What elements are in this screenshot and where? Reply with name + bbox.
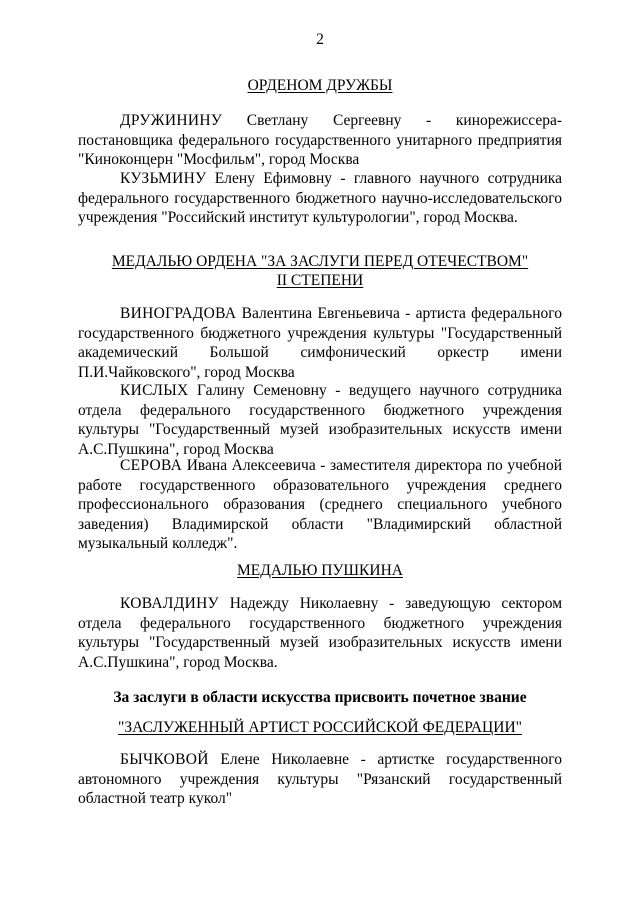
document-page	[78, 0, 562, 905]
award-entry	[78, 456, 562, 554]
entry-surname: ДРУЖИНИНУ	[120, 112, 223, 129]
award-entry	[78, 381, 562, 459]
award-entry	[78, 304, 562, 382]
award-entry	[78, 750, 562, 809]
award-entry	[78, 111, 562, 170]
entry-surname: СЕРОВА	[120, 457, 183, 474]
page-number: 2	[316, 31, 324, 48]
section-heading-merit-medal-degree: II СТЕПЕНИ	[276, 272, 364, 289]
section-heading-honorary-title: "ЗАСЛУЖЕННЫЙ АРТИСТ РОССИЙСКОЙ ФЕДЕРАЦИИ"	[118, 719, 522, 736]
section-heading-merit-medal: МЕДАЛЬЮ ОРДЕНА "ЗА ЗАСЛУГИ ПЕРЕД ОТЕЧЕСТВОМ"	[111, 253, 529, 270]
entry-text: Галину Семеновну - ведущего научного сотрудника отдела федерального государственного бюджетного учреждения культуры "Государственный музей изобразительных искусств имени А.С.Пушкина", город Москва	[78, 382, 563, 458]
entry-text: Валентина Евгеньевича - артиста федерального государственного бюджетного учреждения культуры "Государственный академический Большой симфонический оркестр имени П.И.Чайковского", город Москва	[78, 305, 563, 381]
honorary-title-intro: За заслуги в области искусства присвоить почетное звание	[113, 689, 527, 706]
entry-surname: КОВАЛДИНУ	[120, 595, 219, 612]
entry-surname: ВИНОГРАДОВА	[120, 305, 237, 322]
award-entry	[78, 594, 562, 672]
entry-surname: БЫЧКОВОЙ	[120, 751, 209, 768]
entry-text: Надежду Николаевну - заведующую сектором отдела федерального государственного бюджетного учреждения культуры "Государственный музей изобразительных искусств имени А.С.Пушкина", город Москва.	[78, 595, 563, 671]
entry-text: Ивана Алексеевича - заместителя директора по учебной работе государственного образовательного учреждения среднего профессионального образования (среднего специального учебного заведения) Владимирской области "Владимирский областной музыкальный колледж".	[78, 457, 563, 552]
section-heading-pushkin-medal: МЕДАЛЬЮ ПУШКИНА	[237, 562, 403, 579]
entry-text: Елену Ефимовну - главного научного сотрудника федерального государственного бюджетного научно-исследовательского учреждения "Российский институт культурологии", город Москва.	[78, 170, 562, 226]
section-heading-friendship-order: ОРДЕНОМ ДРУЖБЫ	[247, 77, 393, 94]
entry-surname: КУЗЬМИНУ	[120, 170, 207, 187]
entry-text: Елене Николаевне - артистке государственного автономного учреждения культуры "Рязанский государственный областной театр кукол"	[78, 751, 563, 807]
entry-surname: КИСЛЫХ	[120, 382, 189, 399]
entry-text: Светлану Сергеевну - кинорежиссера-постановщика федерального государственного унитарного предприятия "Киноконцерн "Мосфильм", город Москва	[78, 112, 563, 168]
award-entry	[78, 169, 562, 228]
